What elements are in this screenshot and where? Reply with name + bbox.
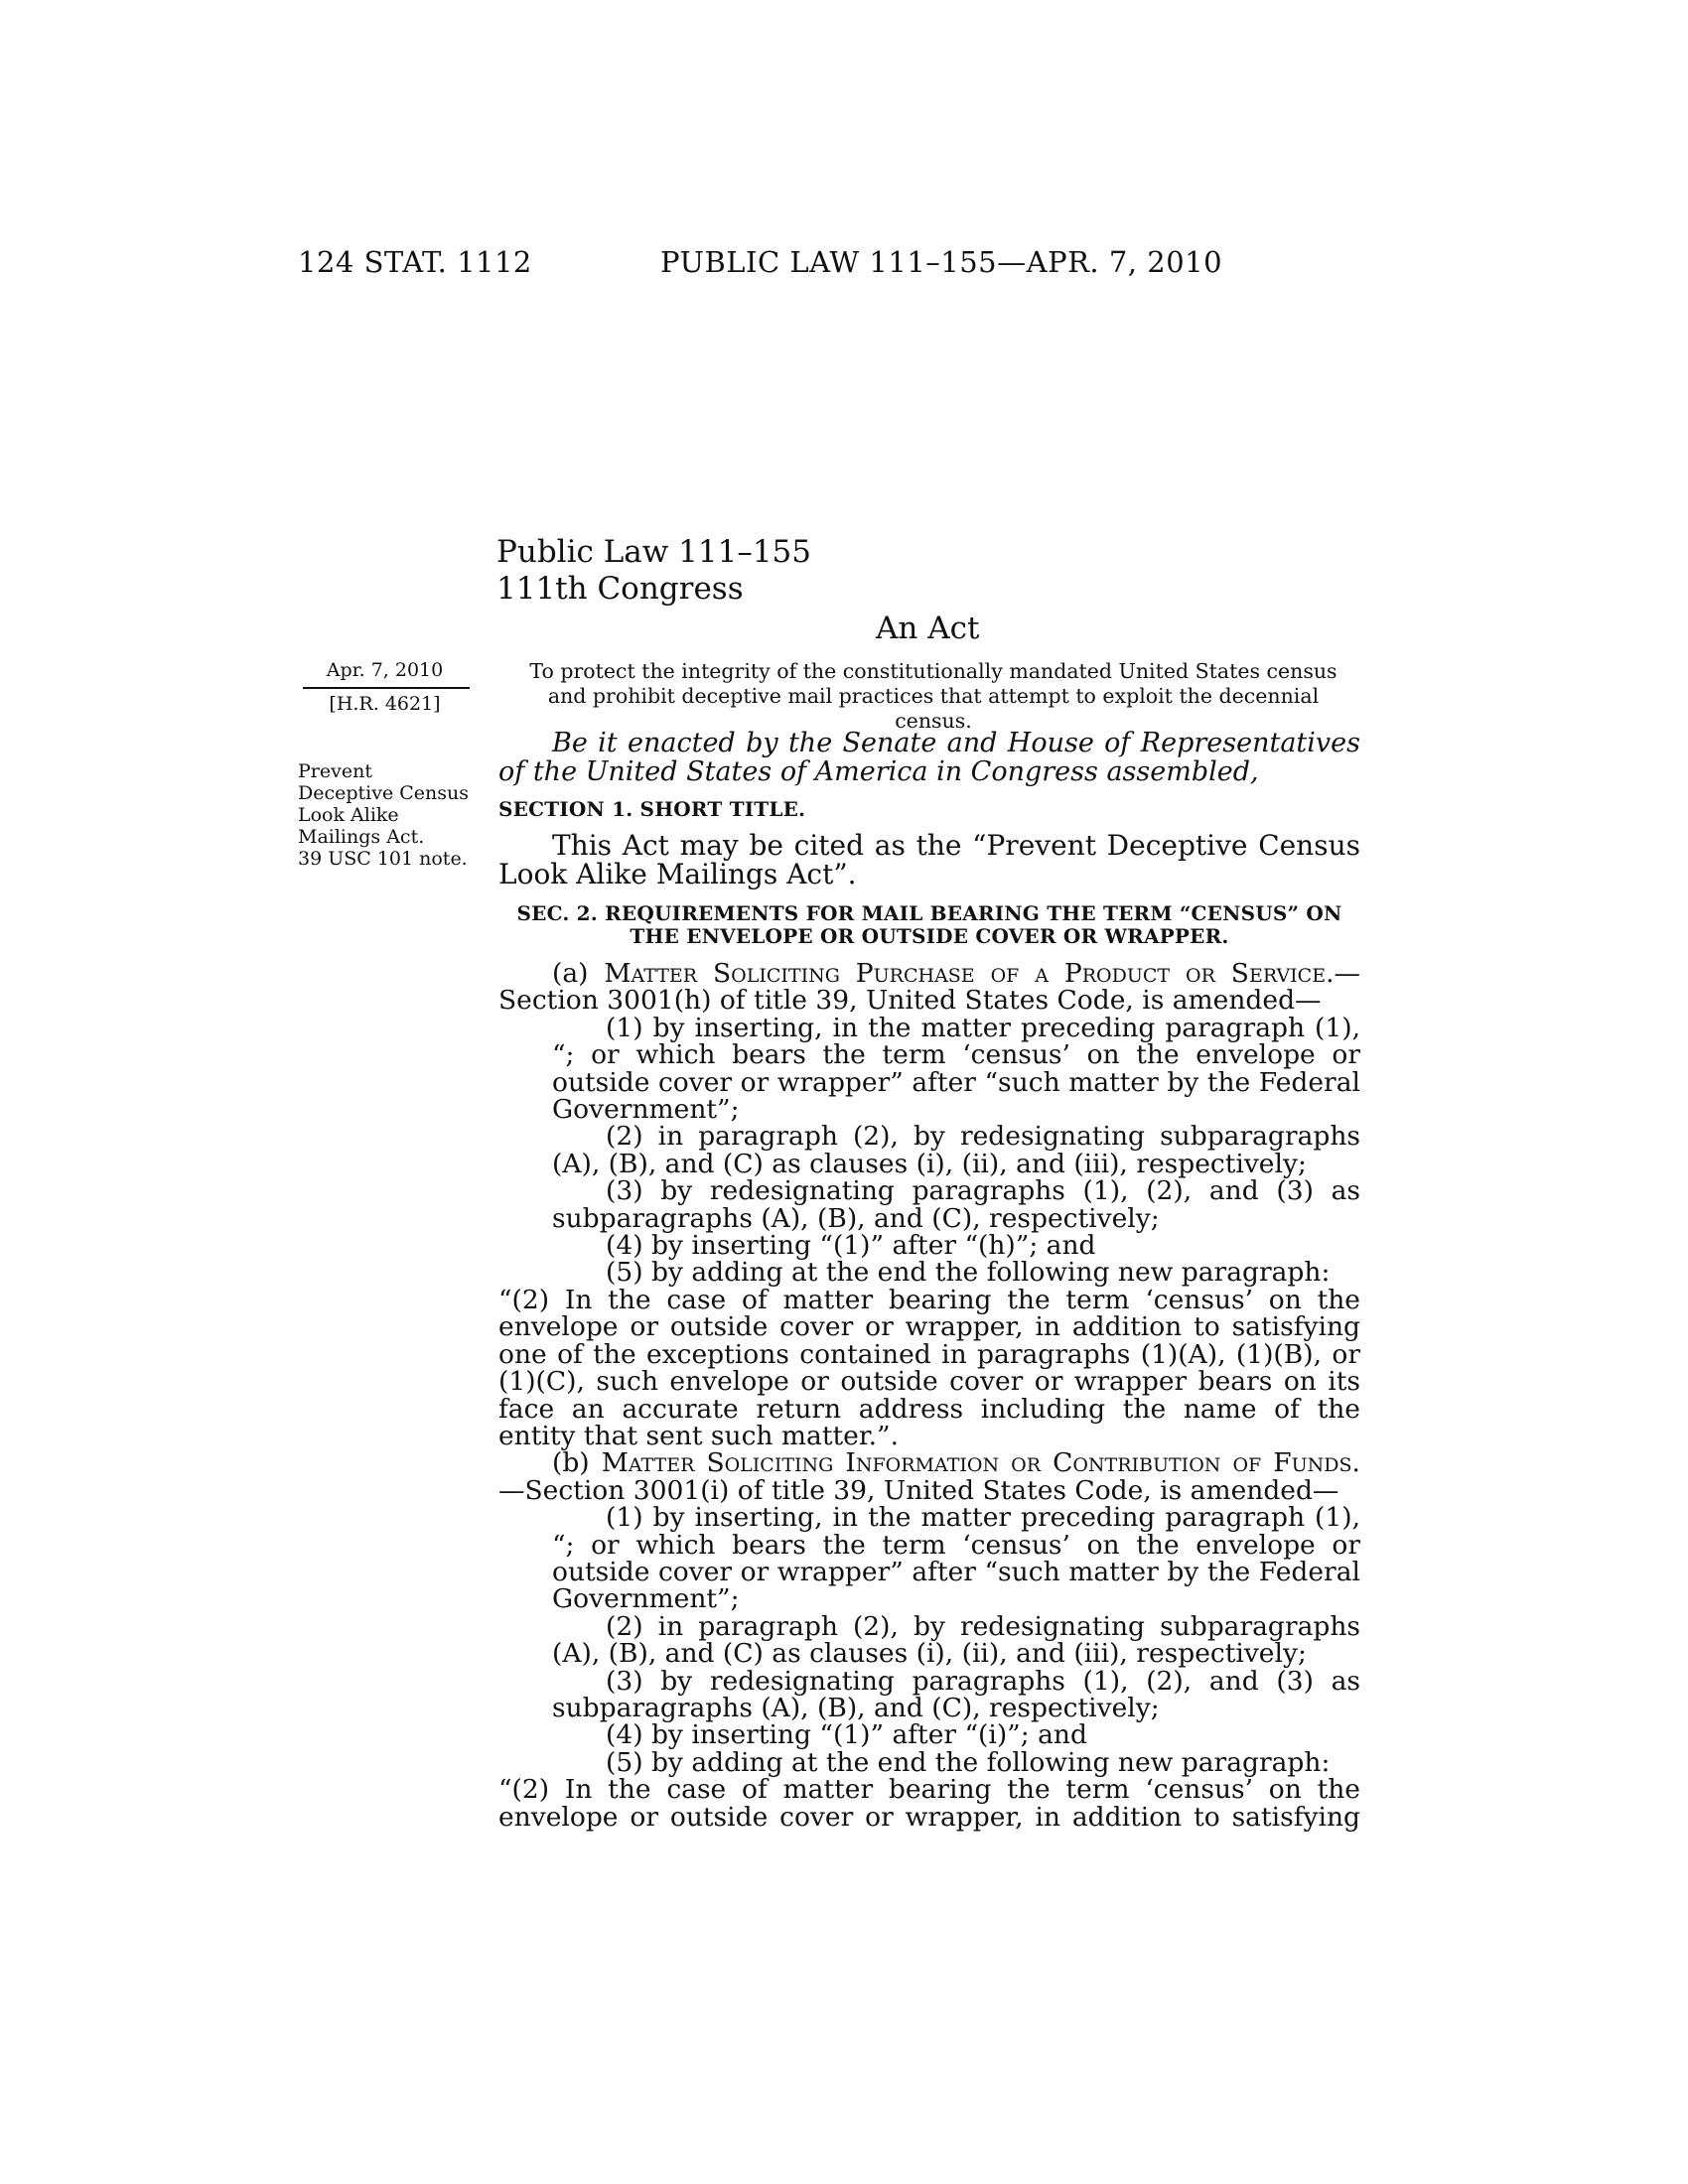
section-1-text: This Act may be cited as the “Prevent Deceptive Census Look Alike Mailings Act”. [498, 829, 1360, 890]
law-body [498, 729, 1360, 1831]
subsection-b-heading: Matter Soliciting Information or Contribution of Funds. [601, 1447, 1360, 1479]
amendment-item: (3) by redesignating paragraphs (1), (2), and (3) as subparagraphs (A), (B), and (C), respectively; [552, 1665, 1360, 1723]
section-2-heading-line: SEC. 2. REQUIREMENTS FOR MAIL BEARING THE TERM “CENSUS” ON [516, 901, 1342, 925]
margin-note-line: Mailings Act. [298, 826, 425, 848]
amendment-item: (3) by redesignating paragraphs (1), (2), and (3) as subparagraphs (A), (B), and (C), respectively; [552, 1175, 1360, 1234]
amendment-item: (5) by adding at the end the following new paragraph: [606, 1257, 1331, 1289]
margin-note-line: Deceptive Census [298, 782, 470, 804]
subsection-a-heading: Matter Soliciting Purchase of a Product or Service. [604, 958, 1335, 989]
purpose-line: and prohibit deceptive mail practices that attempt to exploit the decennial census. [547, 684, 1320, 733]
purpose-statement [516, 659, 1350, 734]
congress-number: 111th Congress [496, 571, 744, 607]
enacting-clause: Be it enacted by the Senate and House of Representatives of the United States of America in Congress assembled, [498, 728, 1360, 787]
subsection-a-lead [498, 960, 1360, 1015]
subsection-a-text: —Section 3001(h) of title 39, United States Code, is amended— [498, 958, 1361, 1017]
margin-note-line: Look Alike [298, 804, 399, 826]
amendment-item: (4) by inserting “(1)” after “(i)”; and [606, 1719, 1087, 1751]
amendment-item: (1) by inserting, in the matter preceding paragraph (1), “; or which bears the term ‘census’ on the envelope or outside cover or wrapper” after “such matter by the Federal Government”; [552, 1012, 1360, 1126]
amendment-item: (2) in paragraph (2), by redesignating subparagraphs (A), (B), and (C) as clauses (i), (ii), and (iii), respectively; [552, 1610, 1360, 1670]
margin-note-date: Apr. 7, 2010 [326, 659, 444, 681]
section-2-heading [498, 902, 1360, 948]
public-law-number: Public Law 111–155 [496, 534, 812, 570]
an-act-heading: An Act [876, 611, 980, 646]
section-1-heading: SECTION 1. SHORT TITLE. [498, 797, 806, 821]
purpose-line: To protect the integrity of the constitutionally mandated United States census [529, 659, 1337, 683]
amendment-item: (4) by inserting “(1)” after “(h)”; and [606, 1230, 1096, 1262]
margin-note-bill-number: [H.R. 4621] [329, 693, 441, 715]
section-2-heading-line: THE ENVELOPE OR OUTSIDE COVER OR WRAPPER. [630, 924, 1229, 948]
margin-note-line: Prevent [298, 760, 372, 782]
subsection-b-label: (b) [552, 1447, 602, 1479]
amendment-item: (1) by inserting, in the matter preceding paragraph (1), “; or which bears the term ‘census’ on the envelope or outside cover or wrapper” after “such matter by the Federal Government”; [552, 1502, 1360, 1615]
page-stat-citation: 124 STAT. 1112 [298, 245, 532, 279]
margin-note-divider [303, 687, 470, 689]
amendment-item: (5) by adding at the end the following new paragraph: [606, 1746, 1331, 1778]
margin-note-line: 39 USC 101 note. [298, 848, 468, 870]
subsection-b-lead [498, 1449, 1360, 1504]
subsection-b-text: —Section 3001(i) of title 39, United States Code, is amended— [498, 1474, 1339, 1506]
quoted-paragraph: “(2) In the case of matter bearing the term ‘census’ on the envelope or outside cover or wrapper, in addition to satisfying one of the exceptions contained in paragraphs (1)(A), (1)(B), or (1)(C), such envelope or outside cover or wrapper bears on its face an accurate return address including the name of the entity that sent such matter.”. [498, 1284, 1360, 1451]
subsection-a-label: (a) [552, 958, 605, 989]
quoted-paragraph: “(2) In the case of matter bearing the term ‘census’ on the envelope or outside cover or wrapper, in addition to satisfying [498, 1774, 1360, 1833]
amendment-item: (2) in paragraph (2), by redesignating subparagraphs (A), (B), and (C) as clauses (i), (ii), and (iii), respectively; [552, 1121, 1360, 1179]
running-title: PUBLIC LAW 111–155—APR. 7, 2010 [660, 245, 1223, 279]
margin-note-short-title [298, 760, 477, 870]
